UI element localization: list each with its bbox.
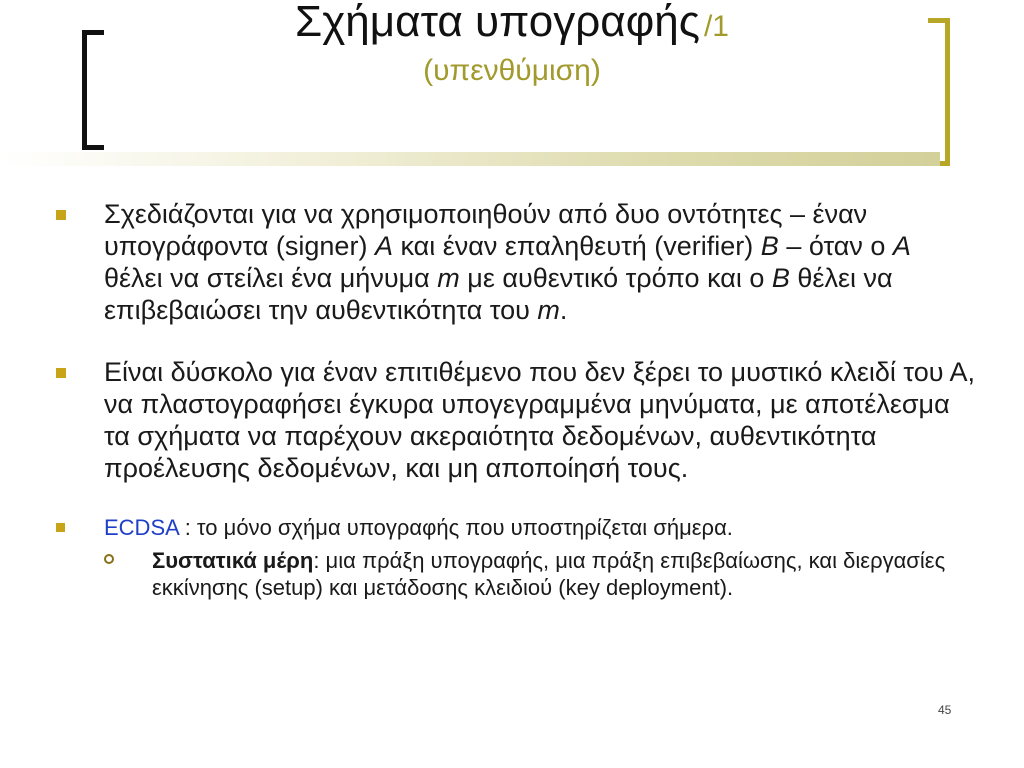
ring-bullet-icon [104, 554, 114, 564]
slide-title-block [0, 0, 1024, 90]
slide-content [56, 198, 976, 601]
bullet-1-text: Σχεδιάζονται για να χρησιμοποιηθούν από δυο οντότητες – έναν υπογράφοντα (signer) A και έναν επαληθευτή (verifier) B – όταν ο A θέλει να στείλει ένα μήνυμα m με αυθεντικό τρόπο και ο B θέλει να επιβεβαιώσει την αυθεντικότητα του m. [104, 199, 911, 325]
slide-title-suffix: /1 [703, 10, 729, 43]
page-number: 45 [938, 703, 952, 717]
bullet-3-text: : το μόνο σχήμα υπογραφής που υποστηρίζεται σήμερα. [178, 515, 733, 540]
slide-subtitle: (υπενθύμιση) [423, 54, 601, 87]
bullet-item-2 [56, 356, 976, 484]
sub-bullet-text: : μια πράξη υπογραφής, μια πράξη επιβεβαίωσης, και διεργασίες εκκίνησης (setup) και μετάδοσης κλειδιού (key deployment). [152, 548, 946, 600]
sub-bullet-item [104, 547, 976, 601]
sub-bullet-bold-term: Συστατικά μέρη [152, 548, 314, 573]
slide-title-main: Σχήματα υπογραφής [295, 0, 700, 46]
bullet-item-3 [56, 514, 976, 541]
square-bullet-icon [56, 368, 66, 378]
slide-title [0, 0, 1024, 52]
title-underline-bar [0, 152, 940, 166]
square-bullet-icon [56, 523, 65, 532]
bullet-item-1 [56, 198, 976, 326]
ecdsa-term: ECDSA [104, 515, 179, 540]
bullet-2-text: Είναι δύσκολο για έναν επιτιθέμενο που δεν ξέρει το μυστικό κλειδί του Α, να πλαστογραφήσει έγκυρα υπογεγραμμένα μηνύματα, με αποτέλεσμα τα σχήματα να παρέχουν ακεραιότητα δεδομένων, αυθεντικότητα προέλευσης δεδομένων, και μη αποποίησή τους. [104, 357, 976, 483]
square-bullet-icon [56, 210, 66, 220]
